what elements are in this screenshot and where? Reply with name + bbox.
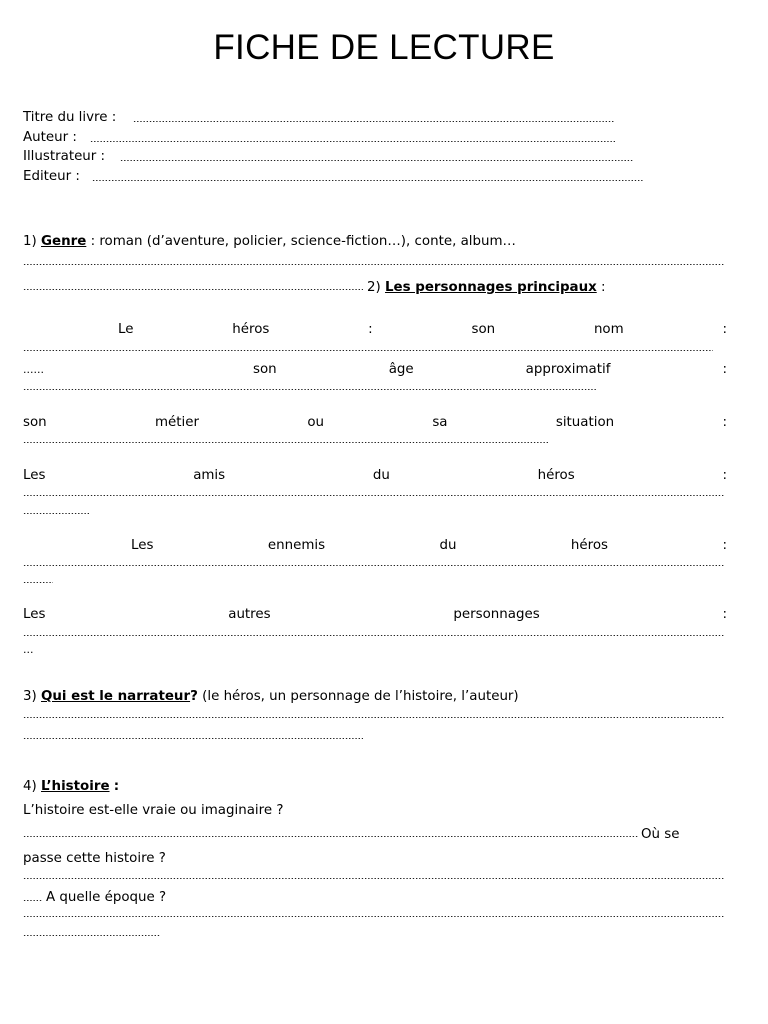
enemies-dotted-line-1[interactable] <box>23 563 725 569</box>
enemies-dotted-line-2[interactable] <box>23 580 53 586</box>
word: du <box>439 538 457 553</box>
section-number: 2) <box>367 280 381 295</box>
friends-dotted-line-1[interactable] <box>23 493 725 499</box>
hero-age-row <box>253 362 727 378</box>
question-real-or-imaginary: L’histoire est-elle vraie ou imaginaire ? <box>23 803 284 818</box>
question-when: A quelle époque ? <box>46 890 167 905</box>
friends-row <box>23 468 727 484</box>
section-heading: Genre <box>41 234 87 249</box>
word: héros <box>570 538 609 553</box>
word: : <box>722 362 727 377</box>
story-dotted-line-4[interactable] <box>23 914 725 920</box>
page-title: FICHE DE LECTURE <box>213 28 555 67</box>
section-narrator <box>23 689 519 705</box>
publisher-label: Editeur : <box>23 169 80 184</box>
hero-name-row <box>23 322 727 338</box>
story-dotted-line-3[interactable] <box>23 898 43 904</box>
author-label: Auteur : <box>23 130 77 145</box>
book-title-dotted-line[interactable] <box>133 119 615 125</box>
word: son <box>253 362 277 377</box>
hero-age-dotted-line[interactable] <box>23 387 596 393</box>
section-number: 4) <box>23 779 37 794</box>
section-mark: ? <box>190 689 198 704</box>
question-where-part2: passe cette histoire ? <box>23 851 166 866</box>
word: métier <box>154 415 199 430</box>
others-tail-dots: ... <box>23 643 34 656</box>
word: Les <box>131 538 154 553</box>
section-colon: : <box>601 280 606 295</box>
hero-job-row <box>23 415 727 431</box>
word: autres <box>228 607 271 622</box>
genre-dotted-line-1[interactable] <box>23 262 725 268</box>
word: nom <box>593 322 624 337</box>
word: personnages <box>453 607 540 622</box>
enemies-row <box>23 538 727 554</box>
hero-job-dotted-line[interactable] <box>23 440 548 446</box>
hero-name-dotted-line[interactable] <box>23 348 713 354</box>
age-prefix-dots: ...... <box>23 363 44 376</box>
section-characters <box>367 280 606 296</box>
story-dotted-line-1[interactable] <box>23 834 638 840</box>
publisher-dotted-line[interactable] <box>92 178 643 184</box>
word: : <box>722 538 727 553</box>
word: : <box>722 468 727 483</box>
word: ennemis <box>267 538 326 553</box>
word: sa <box>432 415 448 430</box>
word: son <box>471 322 496 337</box>
book-title-label: Titre du livre : <box>23 110 117 125</box>
word: : <box>722 415 727 430</box>
word: son <box>23 415 47 430</box>
others-row <box>23 607 727 623</box>
word: âge <box>388 362 414 377</box>
section-number: 1) <box>23 234 37 249</box>
word: héros <box>537 468 575 483</box>
word: : <box>722 607 727 622</box>
word: Les <box>23 607 46 622</box>
section-heading: Les personnages principaux <box>385 280 597 295</box>
story-dotted-line-5[interactable] <box>23 933 160 939</box>
section-heading: Qui est le narrateur <box>41 689 191 704</box>
section-genre <box>23 234 516 250</box>
section-story <box>23 779 119 795</box>
section-text: : roman (d’aventure, policier, science-fiction…), conte, album… <box>90 234 516 249</box>
section-number: 3) <box>23 689 37 704</box>
word: héros <box>232 322 270 337</box>
genre-dotted-line-2[interactable] <box>23 287 363 293</box>
word: approximatif <box>525 362 611 377</box>
word: ou <box>307 415 324 430</box>
section-text: (le héros, un personnage de l’histoire, l’auteur) <box>202 689 519 704</box>
story-dotted-line-2[interactable] <box>23 876 725 882</box>
word: Les <box>23 468 46 483</box>
others-dotted-line[interactable] <box>23 633 725 639</box>
word: amis <box>193 468 226 483</box>
friends-dotted-line-2[interactable] <box>23 511 90 517</box>
author-dotted-line[interactable] <box>90 139 615 145</box>
word: du <box>372 468 390 483</box>
section-colon: : <box>113 779 120 794</box>
word: situation <box>555 415 615 430</box>
question-where-part1: Où se <box>641 827 680 842</box>
word: : <box>722 322 727 337</box>
narrator-dotted-line-2[interactable] <box>23 736 363 742</box>
narrator-dotted-line-1[interactable] <box>23 715 725 721</box>
illustrator-label: Illustrateur : <box>23 149 106 164</box>
word: : <box>368 322 373 337</box>
section-heading: L’histoire <box>41 779 110 794</box>
word: Le <box>118 322 134 337</box>
illustrator-dotted-line[interactable] <box>120 158 633 164</box>
